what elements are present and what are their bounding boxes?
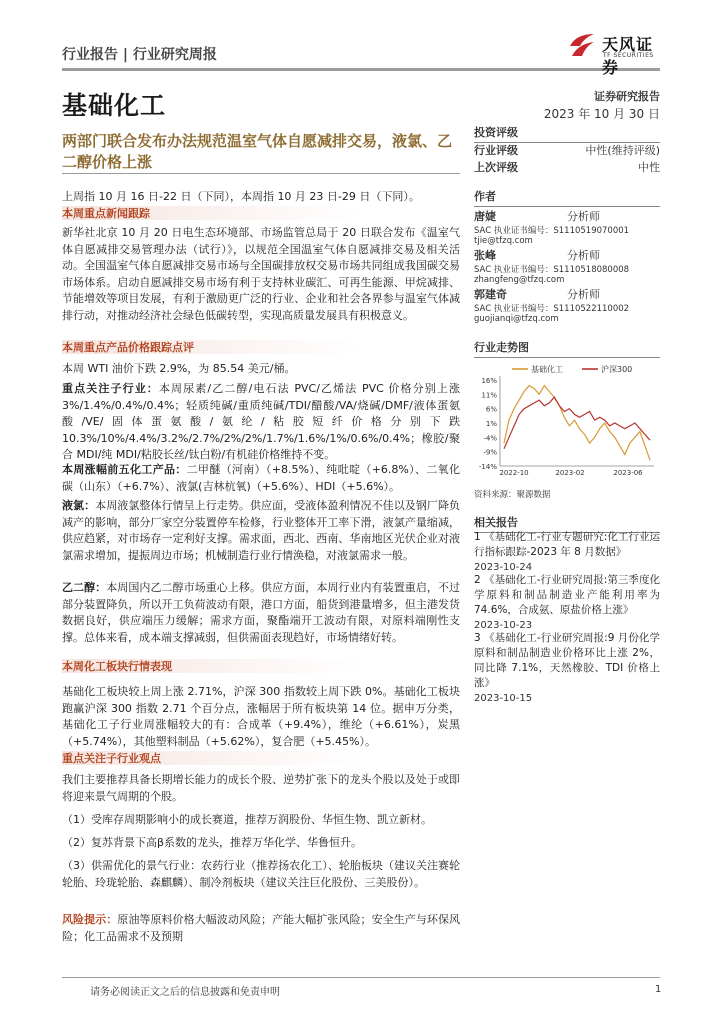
analyst-cert: SAC 执业证书编号：S1110522110002: [474, 304, 630, 314]
report-date: 2023 年 10 月 30 日: [543, 107, 660, 121]
subsector-label: 重点关注子行业：: [62, 382, 159, 395]
analyst-email[interactable]: zhangfeng@tfzq.com: [474, 275, 565, 285]
header-rule: [62, 68, 660, 71]
series-line-1: [504, 397, 650, 449]
legend-label-sector: 基础化工: [531, 365, 563, 374]
y-axis: [479, 376, 500, 471]
analyst-role: 分析师: [567, 210, 600, 223]
risk-text: 原油等原料价格大幅波动风险；产能大幅扩张风险；安全生产与环保风险；化工品需求不及预期: [62, 913, 461, 943]
subsector-paragraph: [62, 381, 460, 464]
y-tick-label: 6%: [485, 405, 497, 414]
related-heading: 相关报告: [474, 514, 660, 533]
analyst-cert: SAC 执业证书编号：S1110518080008: [474, 265, 630, 275]
sector-title: 基础化工: [62, 91, 167, 120]
related-report-date: 2023-10-15: [474, 693, 533, 704]
legend-label-hs300: 沪深300: [601, 365, 633, 374]
x-tick-label: 2023-06: [613, 469, 643, 477]
glycol-paragraph: [62, 580, 460, 646]
analyst-name: 唐婕: [474, 210, 496, 223]
subsector-text: 本周尿素/乙二醇/电石法 PVC/乙烯法 PVC 价格分别上涨 3%/1.4%/0.4%/0.4%；轻质纯碱/重质纯碱/TDI/醋酸/VA/烧碱/DMF/液体蛋氨酸/VE/固体蛋氨酸/氨纶/粘胶短纤价格分别下跌 10.3%/10%/4.4%/3.2%/2.7%/2%/2%/1.7%/1.6%/1%/0.6%/0.4%；橡胶/聚合 MDI/纯 MDI/粘胶长丝/钛白粉/有机硅价格维持不变。: [62, 382, 460, 461]
y-tick-label: 11%: [481, 391, 497, 400]
series-group: [504, 386, 650, 461]
wti-paragraph: 本周 WTI 油价下跌 2.9%，为 85.54 美元/桶。: [62, 362, 296, 375]
rating-label: 行业评级: [474, 144, 518, 157]
related-report-date: 2023-10-23: [474, 620, 533, 631]
views-paragraph: 我们主要推荐具备长期增长能力的成长个股、逆势扩张下的龙头个股以及处于或即将迎来景气周期的个股。: [62, 773, 460, 803]
y-tick-label: -9%: [483, 448, 497, 457]
report-title: 两部门联合发布办法规范温室气体自愿减排交易，液氯、乙二醇价格上涨: [62, 132, 453, 171]
section-heading-prices: 本周重点产品价格跟踪点评: [62, 341, 194, 354]
related-report: [474, 530, 660, 575]
y-tick-label: -14%: [478, 463, 497, 471]
logo-text-cn: 天风证券: [602, 35, 654, 77]
authors-heading: 作者: [474, 188, 660, 207]
trend-heading: 行业走势图: [474, 339, 660, 358]
related-report: [474, 573, 660, 633]
risk-paragraph: [62, 912, 460, 945]
prev-rating-row: [474, 159, 660, 175]
related-report-title[interactable]: 2 《基础化工-行业研究周报:第三季度化学原料和制品制造业产能利用率为 74.6%，合成氨、原盐价格上涨》: [474, 574, 660, 616]
related-report-date: 2023-10-24: [474, 562, 533, 573]
rating-heading: 投资评级: [474, 124, 660, 143]
related-report-title[interactable]: 1 《基础化工-行业专题研究:化工行业运行指标跟踪-2023 年 8 月数据》: [474, 531, 660, 558]
y-tick-label: -4%: [483, 434, 497, 443]
x-tick-label: 2022-10: [499, 469, 529, 477]
chlorine-paragraph: [62, 498, 460, 564]
company-logo: [568, 30, 668, 77]
top5-paragraph: [62, 462, 460, 495]
section-heading-news: 本周重点新闻跟踪: [62, 207, 150, 220]
x-axis: [499, 466, 654, 477]
series-line-0: [504, 386, 650, 461]
report-type: 证券研究报告: [594, 90, 660, 103]
footer-disclaimer[interactable]: 请务必阅读正文之后的信息披露和免责申明: [90, 987, 280, 998]
footer-rule: [62, 977, 660, 978]
y-tick-label: 1%: [485, 420, 497, 428]
section-heading-market: 本周化工板块行情表现: [62, 660, 172, 673]
prev-rating-value: 中性: [638, 161, 660, 174]
analyst-card: [474, 247, 660, 283]
glycol-text: 本周国内乙二醇市场重心上移。供应方面，本周行业内有装置重启，不过部分装置降负，所以开工负荷波动有限，港口方面，船货到港量增多，但主港发货数据良好，供应端压力缓解；需求方面，聚酯端开工波动有限，对原料端刚性支撑。总体来看，成本端支撑减弱，但供需面表现趋好，市场情绪好转。: [62, 581, 461, 644]
section-heading-views: 重点关注子行业观点: [62, 752, 161, 765]
top5-text: 二甲醚（河南）（+8.5%）、纯吡啶（+6.8%）、二氧化碳（山东）（+6.7%）、液氯(吉林杭氧)（+5.6%）、HDI（+5.6%）。: [62, 463, 460, 493]
tf-logo-icon: [568, 32, 596, 58]
analyst-card: [474, 286, 660, 322]
market-paragraph: 基础化工板块较上周上涨 2.71%，沪深 300 指数较上周下跌 0%。基础化工板块跑赢沪深 300 指数 2.71 个百分点，涨幅居于所有板块第 14 位。据申万分类，基础化工子行业周涨幅较大的有：合成革（+9.4%），维纶（+6.61%），炭黑（+5.74%），其他塑料制品（+5.62%），复合肥（+5.45%）。: [62, 685, 460, 748]
views-item-1: （1）受库存周期影响小的成长赛道，推荐万润股份、华恒生物、凯立新材。: [62, 813, 432, 826]
rating-value: 中性(维持评级): [585, 144, 660, 157]
analyst-name: 郭建奇: [474, 288, 507, 301]
rating-row: [474, 142, 660, 158]
analyst-email[interactable]: tjie@tfzq.com: [474, 236, 533, 246]
x-tick-label: 2023-02: [555, 469, 585, 477]
y-tick-label: 16%: [481, 377, 497, 385]
analyst-email[interactable]: guojianqi@tfzq.com: [474, 314, 559, 324]
risk-label: 风险提示：: [62, 913, 118, 926]
doc-type: 行业报告 | 行业研究周报: [62, 47, 217, 63]
intro-text: 上周指 10 月 16 日-22 日（下同），本周指 10 月 23 日-29 日（下同）。: [62, 190, 420, 203]
chart-legend: [512, 364, 632, 374]
logo-text-en: TF SECURITIES: [603, 52, 654, 59]
related-report-title[interactable]: 3 《基础化工-行业研究周报:9 月份化学原料和制品制造业价格环比上涨 2%，同比降 7.1%，天然橡胶、TDI 价格上涨》: [474, 632, 660, 689]
title-rule: [62, 173, 460, 174]
chart-source: 资料来源：聚源数据: [474, 490, 551, 500]
analyst-role: 分析师: [567, 249, 600, 262]
related-report: [474, 631, 660, 706]
views-item-2: （2）复苏背景下高β系数的龙头，推荐万华化学、华鲁恒升。: [62, 836, 363, 849]
page-number: 1: [655, 984, 662, 995]
analyst-cert: SAC 执业证书编号：S1110519070001: [474, 226, 630, 236]
trend-chart: [474, 358, 660, 480]
glycol-label: 乙二醇：: [62, 581, 107, 594]
prev-rating-label: 上次评级: [474, 161, 518, 174]
news-paragraph: 新华社北京 10 月 20 日电生态环境部、市场监管总局于 20 日联合发布《温室气体自愿减排交易管理办法（试行）》，以规范全国温室气体自愿减排交易及相关活动。全国温室气体自愿减排交易市场与全国碳排放权交易市场共同组成我国碳交易市场体系。启动自愿减排交易市场有利于支持林业碳汇、可再生能源、甲烷减排、节能增效等项目发展，有利于激励更广泛的行业、企业和社会各界参与温室气体减排行动，对推动经济社会绿色低碳转型，实现高质量发展具有积极意义。: [62, 226, 460, 322]
chlorine-label: 液氯：: [62, 499, 96, 512]
analyst-role: 分析师: [567, 288, 600, 301]
views-item-3: （3）供需优化的景气行业：农药行业（推荐扬农化工）、轮胎板块（建议关注赛轮轮胎、玲珑轮胎、森麒麟）、制冷剂板块（建议关注巨化股份、三美股份）。: [62, 859, 460, 889]
analyst-name: 张峰: [474, 249, 496, 262]
analyst-card: [474, 208, 660, 244]
top5-label: 本周涨幅前五化工产品：: [62, 463, 187, 476]
chlorine-text: 本周液氯整体行情呈上行走势。供应面，受液体盈利情况不佳以及钢厂降负减产的影响，部分厂家空分装置停车检修，行业整体开工率下滑，液氯产量缩减，供应趋紧，对市场存一定利好支撑。需求面，西北、西南、华南地区光伏企业对液氯需求增加，提振周边市场；机械制造行业行情涣稳，对液氯需求一般。: [62, 499, 460, 562]
